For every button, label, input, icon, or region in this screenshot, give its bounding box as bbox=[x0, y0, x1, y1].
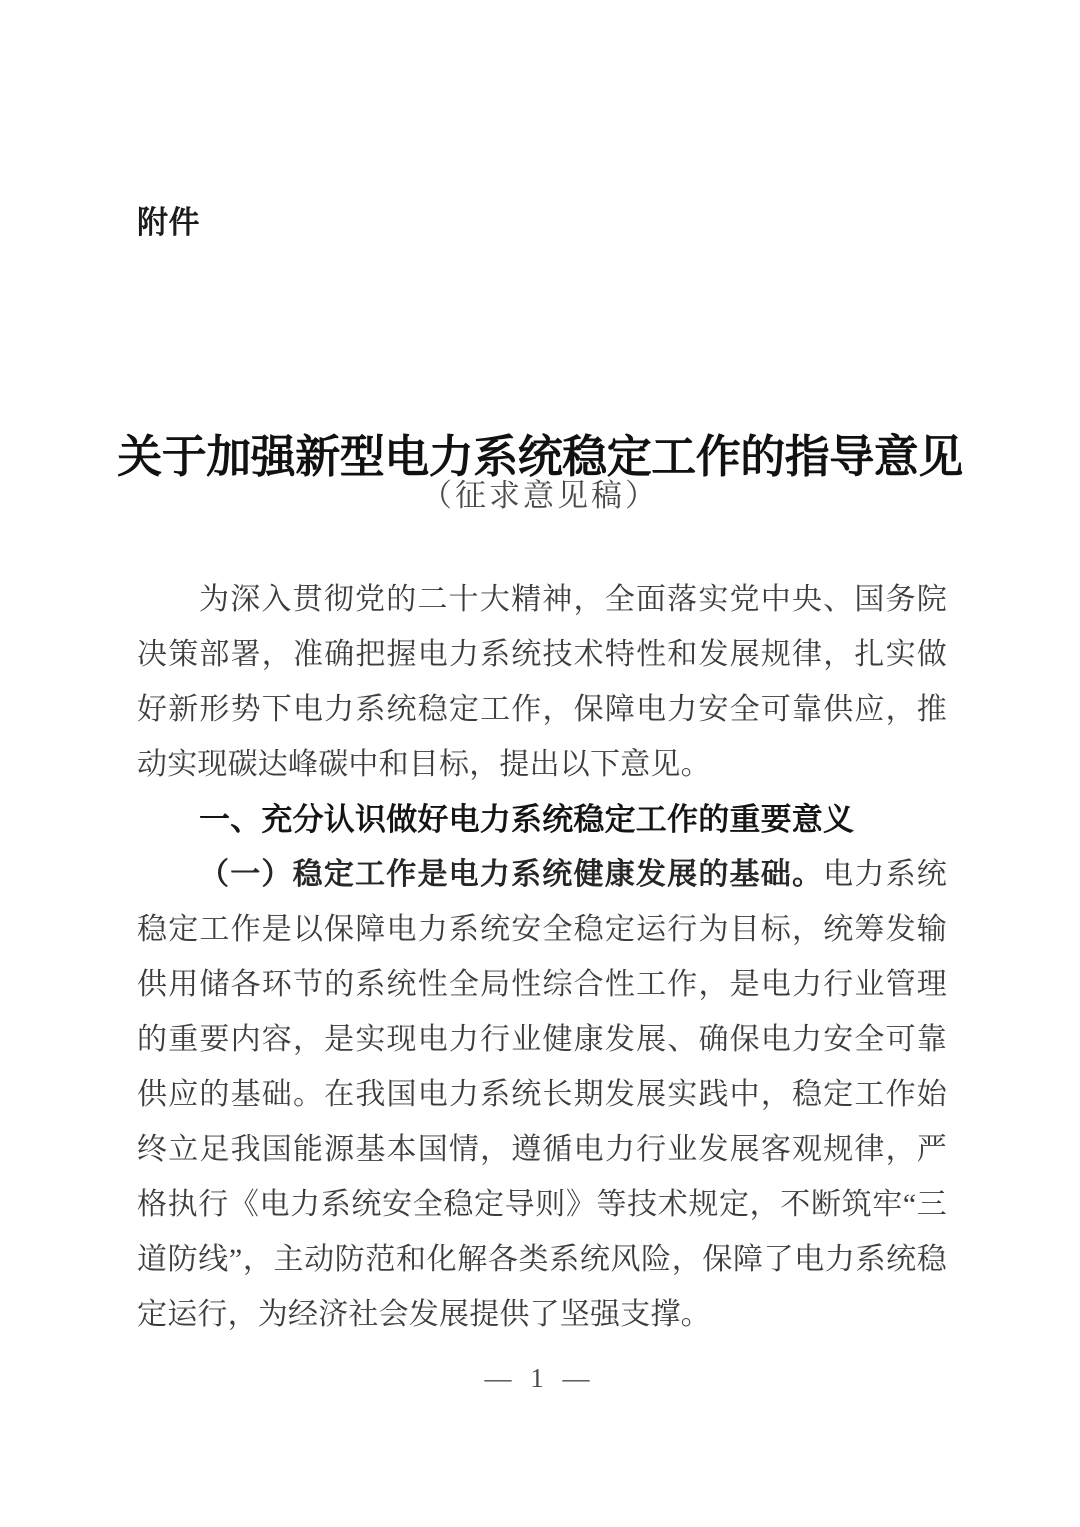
preamble-paragraph: 为深入贯彻党的二十大精神，全面落实党中央、国务院决策部署，准确把握电力系统技术特性和发展规律，扎实做好新形势下电力系统稳定工作，保障电力安全可靠供应，推动实现碳达峰碳中和目标，提出以下意见。 bbox=[137, 583, 947, 781]
page-number-footer: — 1 — bbox=[484, 1363, 596, 1393]
document-subtitle: （征求意见稿） bbox=[421, 478, 659, 513]
subsection-one-lead: （一）稳定工作是电力系统健康发展的基础。 bbox=[199, 858, 824, 891]
document-title: 关于加强新型电力系统稳定工作的指导意见 bbox=[117, 431, 963, 483]
attachment-label: 附件 bbox=[137, 205, 200, 240]
subsection-one-body: 电力系统稳定工作是以保障电力系统安全稳定运行为目标，统筹发输供用储各环节的系统性全局性综合性工作，是电力行业管理的重要内容，是实现电力行业健康发展、确保电力安全可靠供应的基础。在我国电力系统长期发展实践中，稳定工作始终立足我国能源基本国情，遵循电力行业发展客观规律，严格执行《电力系统安全稳定导则》等技术规定，不断筑牢“三道防线”，主动防范和化解各类系统风险，保障了电力系统稳定运行，为经济社会发展提供了坚强支撑。 bbox=[137, 858, 947, 1331]
document-body bbox=[137, 572, 947, 1342]
subsection-one-paragraph bbox=[137, 847, 947, 1342]
section-heading-one: 一、充分认识做好电力系统稳定工作的重要意义 bbox=[199, 802, 855, 837]
